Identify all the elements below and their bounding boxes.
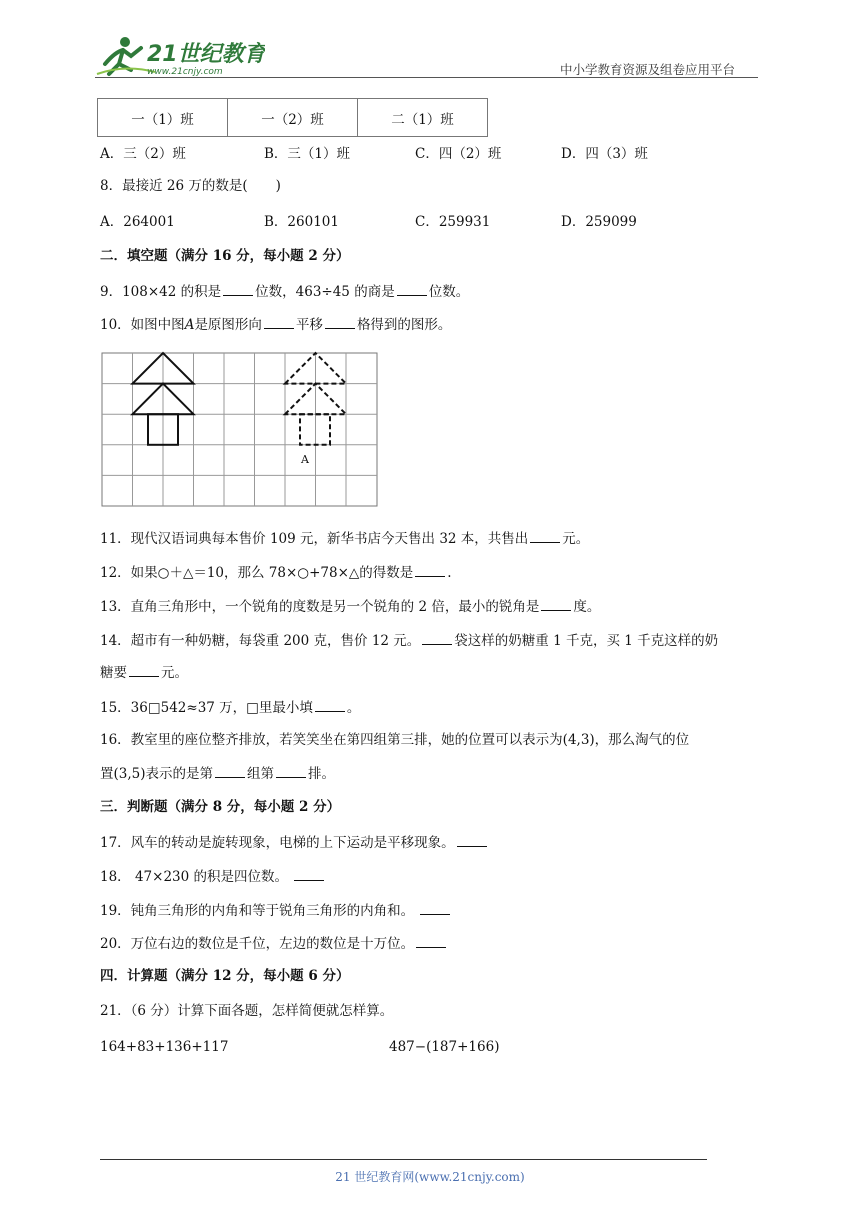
q11: 11．现代汉语词典每本售价 109 元，新华书店今天售出 32 本，共售出 元。 xyxy=(100,528,589,549)
section-fill-blank-title: 二．填空题（满分 16 分，每小题 2 分） xyxy=(100,248,350,264)
answer-blank[interactable] xyxy=(276,763,306,778)
answer-blank[interactable] xyxy=(215,763,245,778)
calc-expression: 164+83+136+117 xyxy=(100,1039,229,1055)
class-cell: 一（1）班 xyxy=(98,99,228,137)
q9: 9．108×42 的积是 位数，463÷45 的商是 位数。 xyxy=(100,281,469,302)
answer-blank[interactable] xyxy=(541,596,571,611)
q18: 18． 47×230 的积是四位数。 xyxy=(100,866,326,887)
q16-line1: 16．教室里的座位整齐排放，若笑笑坐在第四组第三排，她的位置可以表示为(4,3)，那么淘气的位 xyxy=(100,732,690,748)
q7-option-b[interactable]: B．三（1）班 xyxy=(264,146,351,162)
section-judge-title: 三．判断题（满分 8 分，每小题 2 分） xyxy=(100,799,341,815)
answer-blank[interactable] xyxy=(416,933,446,948)
answer-blank[interactable] xyxy=(315,697,345,712)
q14-line1: 14．超市有一种奶糖，每袋重 200 克，售价 12 元。 袋这样的奶糖重 1 千克，买 1 千克这样的奶 xyxy=(100,630,718,651)
answer-blank[interactable] xyxy=(420,900,450,915)
answer-blank[interactable] xyxy=(294,866,324,881)
section-calc-title: 四．计算题（满分 12 分，每小题 6 分） xyxy=(100,968,350,984)
q8-option-d[interactable]: D．259099 xyxy=(561,214,637,230)
answer-blank[interactable] xyxy=(457,832,487,847)
class-table xyxy=(97,98,488,137)
q8-option-b[interactable]: B．260101 xyxy=(264,214,339,230)
svg-text:www.21cnjy.com: www.21cnjy.com xyxy=(147,67,223,77)
class-cell: 二（1）班 xyxy=(358,99,488,137)
answer-blank[interactable] xyxy=(129,662,159,677)
q16-line2: 置(3,5)表示的是第 组第 排。 xyxy=(100,763,335,784)
class-cell: 一（2）班 xyxy=(228,99,358,137)
q14-line2: 糖要 元。 xyxy=(100,662,188,683)
answer-blank[interactable] xyxy=(397,281,427,296)
runner-logo-icon xyxy=(95,34,265,78)
q8-option-c[interactable]: C．259931 xyxy=(415,214,491,230)
answer-blank[interactable] xyxy=(422,630,452,645)
q7-option-c[interactable]: C．四（2）班 xyxy=(415,146,502,162)
q13: 13．直角三角形中，一个锐角的度数是另一个锐角的 2 倍，最小的锐角是 度。 xyxy=(100,596,600,617)
q10: 10．如图中图A是原图形向 平移 格得到的图形。 xyxy=(100,314,451,335)
figure-label: A xyxy=(301,453,309,466)
answer-blank[interactable] xyxy=(264,314,294,329)
q19: 19．钝角三角形的内角和等于锐角三角形的内角和。 xyxy=(100,900,452,921)
q7-option-d[interactable]: D．四（3）班 xyxy=(561,146,648,162)
answer-blank[interactable] xyxy=(223,281,253,296)
svg-text:21世纪教育: 21世纪教育 xyxy=(147,42,265,67)
platform-name: 中小学教育资源及组卷应用平台 xyxy=(560,62,736,77)
header-divider xyxy=(95,77,758,78)
answer-blank[interactable] xyxy=(530,528,560,543)
q15: 15．36□542≈37 万，□里最小填 。 xyxy=(100,697,360,718)
answer-blank[interactable] xyxy=(325,314,355,329)
q21: 21．（6 分）计算下面各题，怎样简便就怎样算。 xyxy=(100,1003,394,1019)
q17: 17．风车的转动是旋转现象，电梯的上下运动是平移现象。 xyxy=(100,832,489,853)
answer-blank[interactable] xyxy=(415,562,445,577)
site-logo xyxy=(95,34,265,78)
q12: 12．如果○＋△＝10，那么 78×○+78×△的得数是 . xyxy=(100,562,452,583)
q8-stem: 8．最接近 26 万的数是( ) xyxy=(100,178,281,194)
translation-grid-figure xyxy=(100,351,380,513)
q7-option-a[interactable]: A．三（2）班 xyxy=(100,146,186,162)
footer-link[interactable]: 21 世纪教育网(www.21cnjy.com) xyxy=(335,1170,525,1184)
calc-expression: 487−(187+166) xyxy=(389,1039,500,1055)
footer-divider xyxy=(100,1159,707,1160)
q8-option-a[interactable]: A．264001 xyxy=(100,214,175,230)
q20: 20．万位右边的数位是千位，左边的数位是十万位。 xyxy=(100,933,448,954)
